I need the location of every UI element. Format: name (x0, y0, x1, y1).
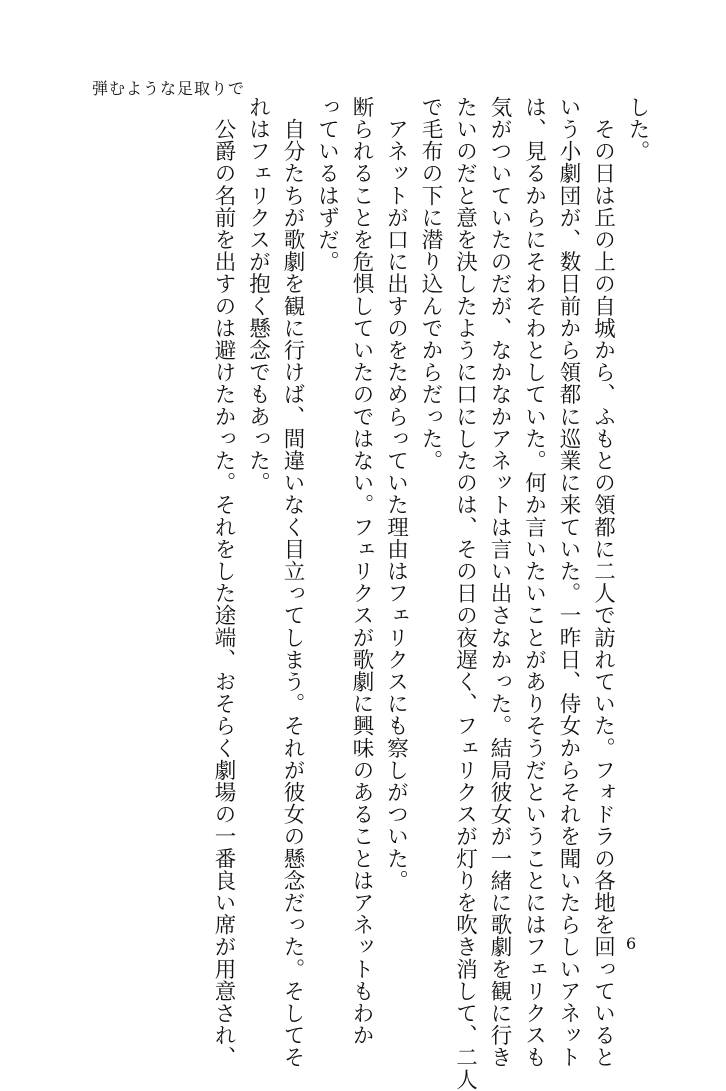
text-line: で毛布の下に潜り込んでからだった。 (418, 96, 443, 472)
text-line: 気がついていたのだが、なかなかアネットは言い出さなかった。結局彼女が一緒に歌劇を観に行き (487, 96, 512, 1069)
text-line: 断られることを危惧していたのではない。フェリクスが歌劇に興味のあることはアネットもわか (349, 96, 374, 1047)
text-line: 公爵の名前を出すのは避けたかった。それをした途端、おそらく劇場の一番良い席が用意され、 (211, 96, 236, 1069)
vertical-body-text (206, 96, 655, 1091)
text-line: っているはずだ。 (314, 96, 340, 273)
page-number: 6 (626, 934, 637, 953)
text-line: れはフェリクスが抱く懸念でもあった。 (245, 96, 271, 494)
text-line: した。 (625, 96, 650, 163)
text-line: いう小劇団が、数日前から領都に巡業に来ていた。一昨日、侍女からそれを聞いたらしいアネット (556, 96, 581, 1069)
running-head: 弾むような足取りで (92, 79, 246, 98)
text-line: は、見るからにそわそわとしていた。何か言いたいことがありそうだということにはフェリクスも (521, 96, 547, 1069)
text-line: たいのだと意を決したように口にしたのは、その日の夜遅く、フェリクスが灯りを吹き消して、二人 (452, 96, 478, 1091)
text-line: 自分たちが歌劇を観に行けば、間違いなく目立ってしまう。それが彼女の懸念だった。そしてそ (280, 96, 305, 1069)
text-line: その日は丘の上の自城から、ふもとの領都に二人で訪れていた。フォドラの各地を回っていると (590, 96, 616, 1069)
text-line: アネットが口に出すのをためらっていた理由はフェリクスにも察しがついた。 (383, 96, 409, 892)
